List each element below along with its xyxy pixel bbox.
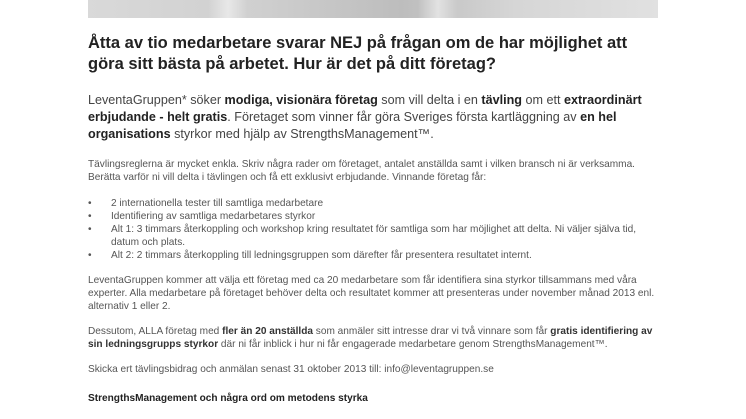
- list-item-text: 2 internationella tester till samtliga medarbetare: [111, 198, 324, 209]
- extra-offer-paragraph: [88, 325, 663, 351]
- emphasis-text: fler än 20 anställda: [222, 326, 313, 337]
- bullet-icon: •: [88, 198, 92, 209]
- headline: Åtta av tio medarbetare svarar NEJ på frågan om de har möjlighet att göra sitt bästa på arbetet. Hur är det på ditt företag?: [88, 34, 628, 73]
- emphasis-text: en hel organisations: [88, 110, 617, 141]
- intro-paragraph: [88, 92, 663, 143]
- bullet-icon: •: [88, 224, 92, 235]
- emphasis-text: modiga, visionära företag: [224, 93, 378, 107]
- body-text: LeventaGruppen* söker: [88, 93, 225, 107]
- body-text: . Företaget som vinner får göra Sveriges första kartläggning av: [227, 110, 581, 124]
- body-text: Dessutom, ALLA företag med: [88, 326, 223, 337]
- body-text: som vill delta i en: [377, 93, 482, 107]
- rules-paragraph: Tävlingsreglerna är mycket enkla. Skriv några rader om företaget, antalet anställda samt i vilken bransch ni är verksamma. Berätta varför ni vill delta i tävlingen och få ett exklusivt erbjudande. Vinnande företag får:: [88, 159, 635, 183]
- body-text: styrkor med hjälp av StrengthsManagement™.: [170, 127, 434, 141]
- header-photo-banner: [88, 0, 658, 18]
- section-heading: StrengthsManagement och några ord om metodens styrka: [88, 393, 368, 404]
- list-item: [88, 210, 663, 223]
- body-text: om ett: [521, 93, 564, 107]
- banner-highlight: [208, 0, 248, 18]
- list-item-text: Alt 1: 3 timmars återkoppling och workshop kring resultatet för samtliga som har möjlighet att delta. Ni väljer själva tid, datum och plats.: [111, 224, 637, 248]
- list-item: [88, 223, 663, 249]
- bullet-icon: •: [88, 211, 92, 222]
- body-text: där ni får inblick i hur ni får engagerade medarbetare genom StrengthsManagement™.: [218, 339, 608, 350]
- bullet-icon: •: [88, 250, 92, 261]
- selection-paragraph: LeventaGruppen kommer att välja ett företag med ca 20 medarbetare som får identifiera sina styrkor tillsammans med våra experter. Alla medarbetare på företaget behöver delta och resultatet kommer att presenteras under november månad 2013 enl. alternativ 1 eller 2.: [88, 275, 655, 312]
- emphasis-text: extraordinärt erbjudande - helt gratis: [88, 93, 642, 124]
- list-item-text: Identifiering av samtliga medarbetares styrkor: [111, 211, 316, 222]
- banner-highlight: [418, 0, 458, 18]
- deadline-paragraph: Skicka ert tävlingsbidrag och anmälan senast 31 oktober 2013 till: info@leventagruppen.se: [88, 364, 494, 375]
- list-item-text: Alt 2: 2 timmars återkoppling till ledningsgruppen som därefter får presentera resultatet internt.: [111, 250, 532, 261]
- prize-list: [88, 197, 663, 262]
- body-text: som anmäler sitt intresse drar vi två vinnare som får: [313, 326, 551, 337]
- list-item: [88, 197, 663, 210]
- list-item: [88, 249, 663, 262]
- press-release-body: [88, 33, 663, 405]
- emphasis-text: tävling: [481, 93, 522, 107]
- emphasis-text: gratis identifiering av sin ledningsgrupps styrkor: [88, 326, 653, 350]
